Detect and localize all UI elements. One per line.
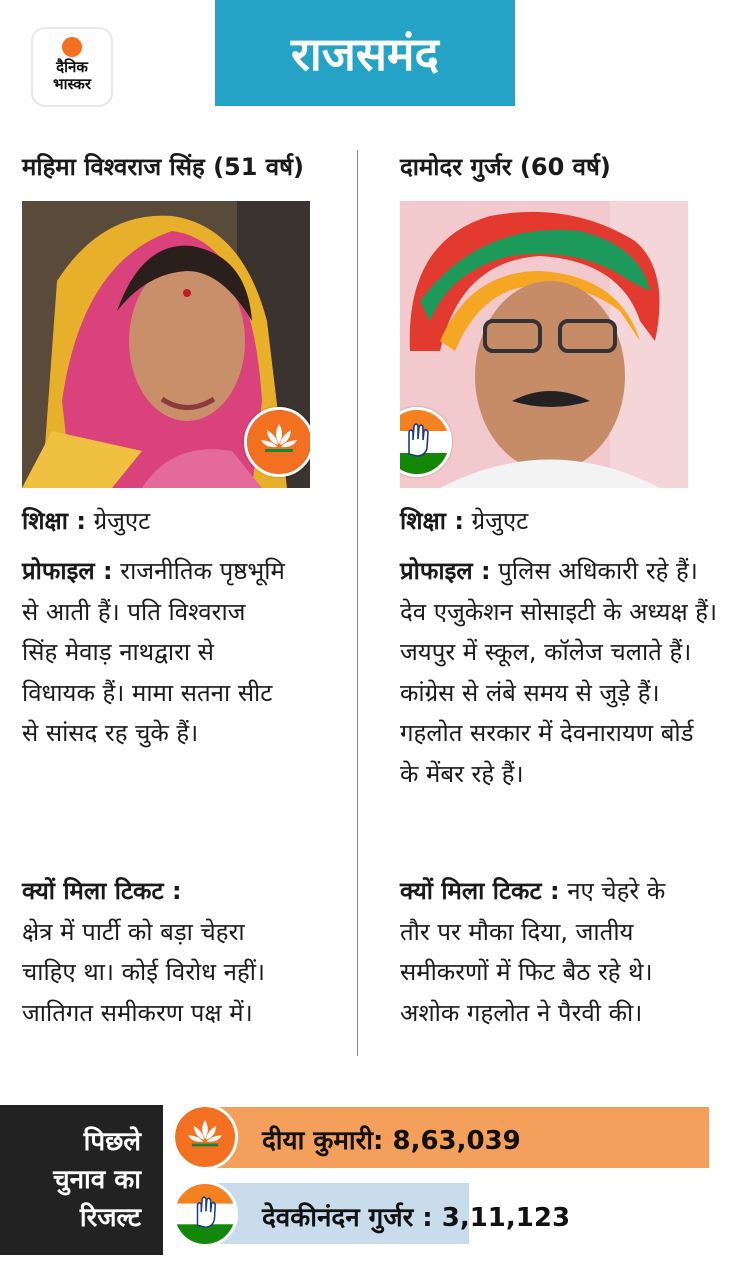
result-congress-text: देवकीनंदन गुर्जर : 3,11,123: [262, 1203, 571, 1233]
logo-line2: भास्कर: [53, 75, 91, 93]
education: [22, 504, 150, 537]
why-text: क्षेत्र में पार्टी को बड़ा चेहरा चाहिए था। कोई विरोध नहीं। जातिगत समीकरण पक्ष में।: [22, 917, 266, 1027]
education: [400, 504, 528, 537]
congress-hand-icon: [172, 1181, 238, 1247]
profile-text: पुलिस अधिकारी रहे हैं। देव एजुकेशन सोसाइटी के अध्यक्ष हैं। जयपुर में स्कूल, कॉलेज चलाते हैं। कांग्रेस से लंबे समय से जुड़े हैं। गहलोत सरकार में देवनारायण बोर्ड के मेंबर रहे हैं।: [400, 557, 718, 788]
profile-label: प्रोफाइल :: [22, 557, 113, 585]
profile-text: राजनीतिक पृष्ठभूमि से आती हैं। पति विश्वराज सिंह मेवाड़ नाथद्वारा से विधायक हैं। मामा सतना सीट से सांसद रह चुके हैं।: [22, 557, 285, 747]
candidate-photo: [22, 201, 310, 488]
education-label: शिक्षा :: [22, 507, 86, 535]
bjp-lotus-icon: [172, 1104, 238, 1170]
sun-icon: [62, 37, 82, 57]
result-label-line: चुनाव का: [53, 1165, 141, 1195]
why-label: क्यों मिला टिकट :: [400, 877, 560, 905]
candidate-name: महिमा विश्वराज सिंह (51 वर्ष): [22, 153, 304, 181]
result-bjp-text: दीया कुमारी: 8,63,039: [262, 1126, 521, 1156]
candidate-name: दामोदर गुर्जर (60 वर्ष): [400, 153, 611, 181]
profile: [22, 551, 287, 754]
result-label-line: पिछले: [83, 1127, 141, 1157]
why-ticket: [400, 871, 690, 1033]
column-divider: [357, 150, 358, 1056]
why-text: नए चेहरे के तौर पर मौका दिया, जातीय समीकरणों में फिट बैठ रहे थे। अशोक गहलोत ने पैरवी की।: [400, 877, 666, 1027]
bjp-lotus-icon: [244, 407, 310, 477]
profile: [400, 551, 718, 794]
education-value: ग्रेजुएट: [93, 507, 151, 535]
previous-result-label: [0, 1105, 163, 1255]
why-label: क्यों मिला टिकट :: [22, 877, 182, 905]
constituency-title: राजसमंद: [215, 0, 515, 106]
why-ticket: [22, 871, 282, 1033]
logo-line1: दैनिक: [56, 58, 88, 76]
profile-label: प्रोफाइल :: [400, 557, 491, 585]
dainik-bhaskar-logo: [31, 27, 113, 107]
candidate-photo: [400, 201, 688, 488]
result-label-line: रिजल्ट: [79, 1203, 141, 1233]
education-value: ग्रेजुएट: [471, 507, 529, 535]
education-label: शिक्षा :: [400, 507, 464, 535]
